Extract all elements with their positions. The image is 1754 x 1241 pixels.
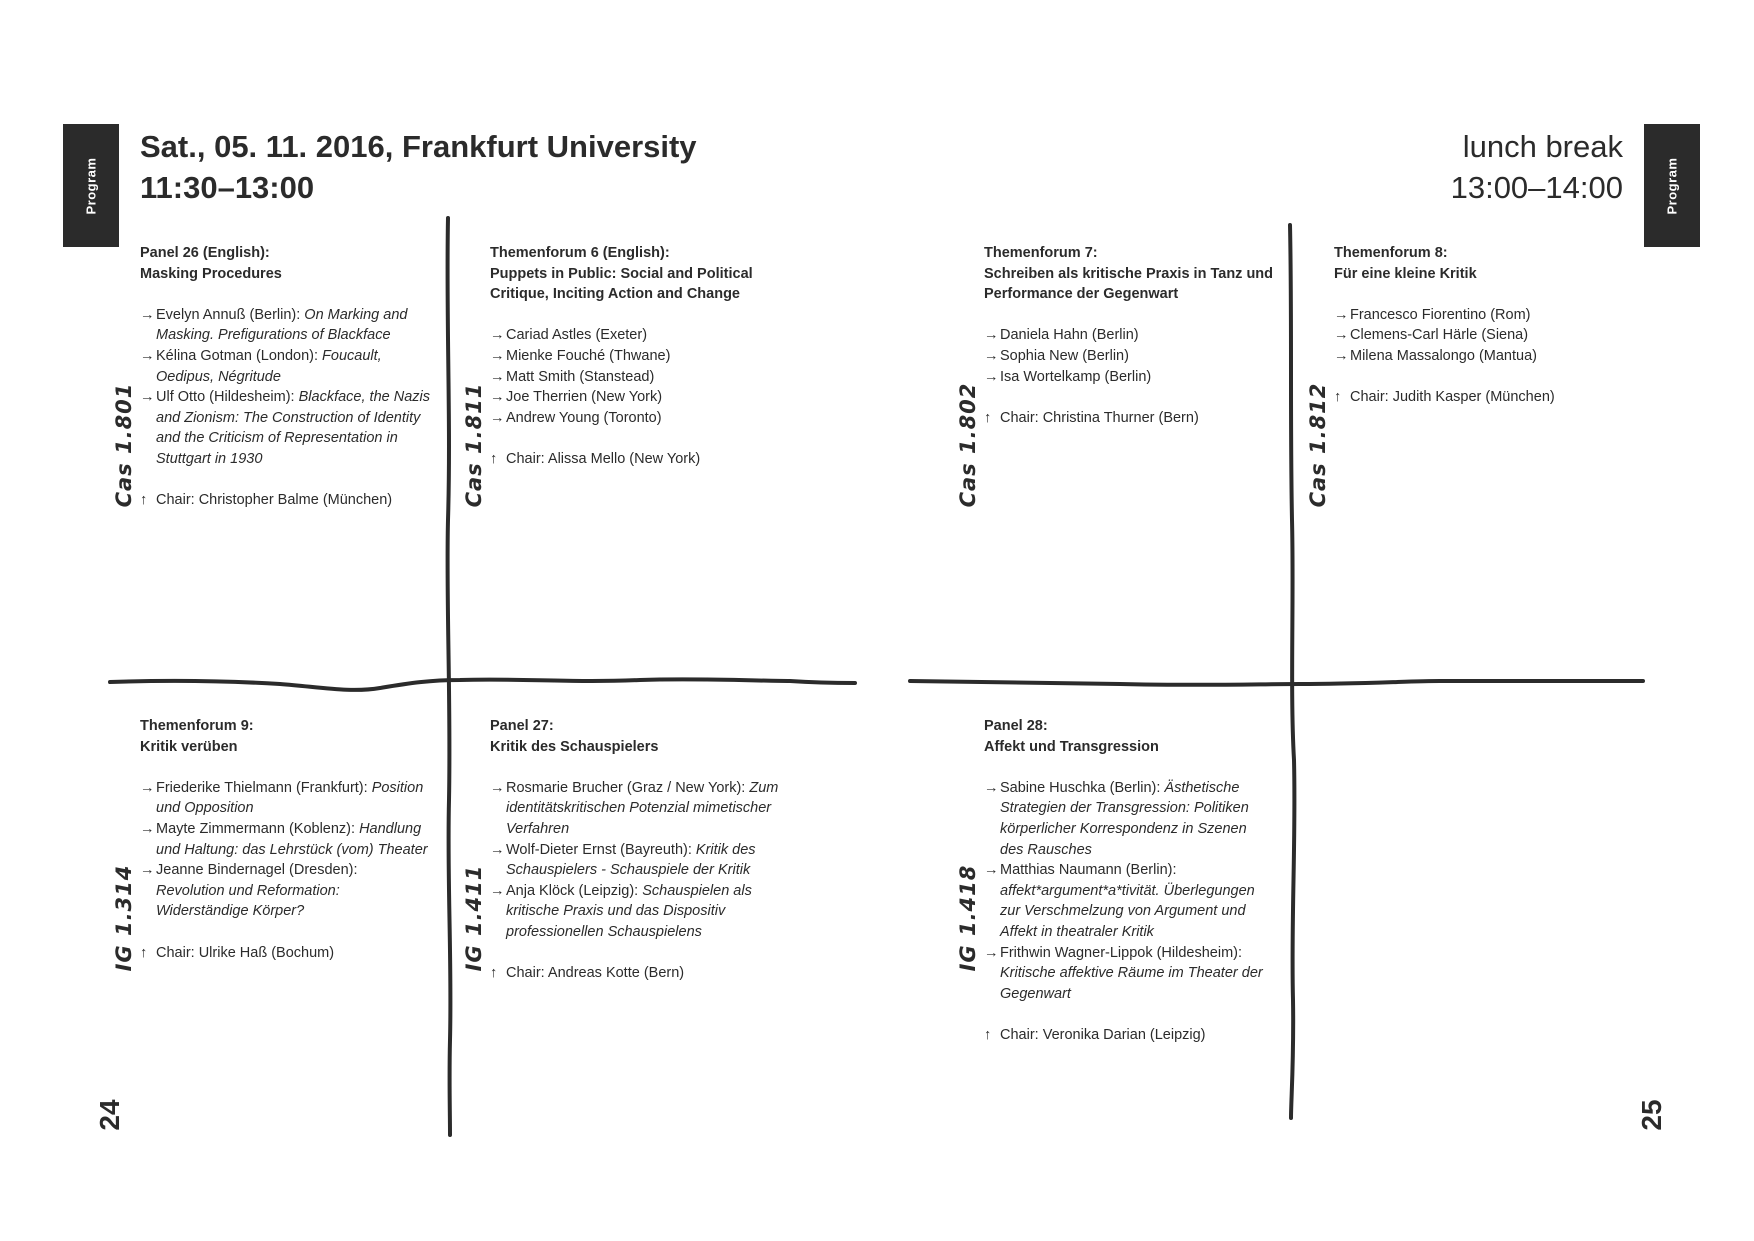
session-block — [140, 243, 430, 511]
presenter-text — [506, 367, 780, 388]
presenter-item — [490, 881, 780, 943]
presenter-name: Ulf Otto (Hildesheim): — [156, 389, 299, 406]
arrow-right-icon: → — [984, 327, 999, 344]
room-label: IG 1.418 — [956, 864, 980, 972]
session-block — [984, 243, 1274, 428]
presenter-item — [490, 346, 780, 367]
session-title — [984, 243, 1274, 305]
header-break-title: lunch break — [1462, 129, 1623, 164]
arrow-right-icon: → — [140, 820, 155, 837]
arrow-right-icon: → — [1334, 306, 1349, 323]
session-chair — [984, 1025, 1274, 1046]
presenter-text — [156, 387, 430, 469]
arrow-right-icon: → — [1334, 347, 1349, 364]
presenter-text — [1000, 778, 1274, 860]
presenter-text — [1350, 325, 1624, 346]
session-title-line: Panel 27: — [490, 718, 554, 734]
chair-name: Chair: Veronika Darian (Leipzig) — [1000, 1026, 1206, 1043]
header-break-time: 13:00–14:00 — [1450, 170, 1623, 205]
presentation-title: Blackface, the Nazis and Zionism: The Construction of Identity and the Criticism of Representation in Stuttgart in 1930 — [156, 389, 430, 467]
header-date-location: Sat., 05. 11. 2016, Frankfurt University — [140, 129, 697, 164]
program-tab-label: Program — [1664, 157, 1680, 214]
room-label: IG 1.411 — [462, 864, 486, 972]
presenter-item — [140, 387, 430, 469]
session-chair — [140, 943, 430, 964]
arrow-right-icon: → — [1334, 327, 1349, 344]
arrow-right-icon: → — [490, 779, 505, 796]
presenter-name: Isa Wortelkamp (Berlin) — [1000, 368, 1152, 385]
presenter-item — [490, 367, 780, 388]
presenter-item — [490, 387, 780, 408]
session-block — [984, 716, 1274, 1046]
presenter-item — [140, 305, 430, 346]
presentation-title: Schauspielen als kritische Praxis und das Dispositiv professionellen Schauspielens — [506, 882, 752, 940]
vertical-line-right — [1290, 225, 1294, 1118]
arrow-right-icon: → — [140, 389, 155, 406]
arrow-right-icon: → — [490, 368, 505, 385]
chair-name: Chair: Christopher Balme (München) — [156, 492, 393, 509]
arrow-right-icon: → — [984, 944, 999, 961]
presenter-item — [490, 840, 780, 881]
arrow-right-icon: → — [984, 347, 999, 364]
presentation-title: Position und Opposition — [156, 779, 424, 817]
presenter-item — [984, 778, 1274, 860]
presenter-text — [506, 346, 780, 367]
presenter-item — [1334, 346, 1624, 367]
arrow-right-icon: → — [140, 306, 155, 323]
arrow-right-icon: → — [490, 882, 505, 899]
session-title — [1334, 243, 1624, 284]
presenter-name: Milena Massalongo (Mantua) — [1350, 347, 1537, 364]
presenter-text — [1350, 305, 1624, 326]
presenter-text — [1000, 860, 1274, 942]
session-title-line: Puppets in Public: Social and Political Critique, Inciting Action and Change — [490, 265, 753, 303]
presenter-item — [140, 778, 430, 819]
arrow-right-icon: → — [490, 841, 505, 858]
presenter-name: Matt Smith (Stanstead) — [506, 368, 655, 385]
presenter-item — [140, 860, 430, 922]
chair-name: Chair: Judith Kasper (München) — [1350, 389, 1555, 406]
presentation-title: Kritik des Schauspielers - Schauspiele der Kritik — [506, 841, 756, 879]
arrow-up-icon: ↑ — [984, 409, 992, 426]
page-number-right: 25 — [1636, 1099, 1667, 1131]
presentation-title: On Marking and Masking. Prefigurations of Blackface — [156, 306, 408, 344]
session-title — [490, 716, 780, 757]
presenter-text — [1000, 325, 1274, 346]
presenter-text — [1000, 943, 1274, 1005]
chair-name: Chair: Alissa Mello (New York) — [506, 450, 701, 467]
presenter-name: Anja Klöck (Leipzig): — [506, 882, 643, 899]
presenter-item — [140, 819, 430, 860]
session-title — [140, 243, 430, 284]
session-title — [490, 243, 780, 305]
presenter-name: Mayte Zimmermann (Koblenz): — [156, 820, 360, 837]
presenter-name: Clemens-Carl Härle (Siena) — [1350, 327, 1529, 344]
presenter-text — [1000, 367, 1274, 388]
session-block — [140, 716, 430, 963]
arrow-up-icon: ↑ — [490, 450, 498, 467]
chair-name: Chair: Christina Thurner (Bern) — [1000, 409, 1199, 426]
presenter-name: Mienke Fouché (Thwane) — [506, 347, 671, 364]
room-label: Cas 1.811 — [462, 382, 486, 508]
presenter-text — [1000, 346, 1274, 367]
presenter-item — [490, 325, 780, 346]
presenter-item — [984, 943, 1274, 1005]
presenter-name: Cariad Astles (Exeter) — [506, 327, 648, 344]
header-time: 11:30–13:00 — [140, 170, 315, 205]
presenter-text — [156, 346, 430, 387]
horizontal-line-right — [910, 681, 1643, 685]
program-tab-label: Program — [83, 157, 99, 214]
session-chair — [490, 963, 780, 984]
presenter-name: Rosmarie Brucher (Graz / New York): — [506, 779, 750, 796]
presenter-item — [984, 346, 1274, 367]
arrow-right-icon: → — [490, 347, 505, 364]
session-title-line: Panel 26 (English): — [140, 245, 270, 261]
presenter-name: Jeanne Bindernagel (Dresden): — [156, 862, 358, 879]
session-title-line: Themenforum 9: — [140, 718, 254, 734]
arrow-right-icon: → — [490, 409, 505, 426]
session-title — [984, 716, 1274, 757]
room-label: Cas 1.812 — [1306, 382, 1330, 508]
chair-name: Chair: Ulrike Haß (Bochum) — [156, 944, 335, 961]
room-label: Cas 1.801 — [112, 382, 136, 508]
presenter-item — [984, 325, 1274, 346]
arrow-right-icon: → — [984, 368, 999, 385]
presenter-text — [1350, 346, 1624, 367]
arrow-up-icon: ↑ — [140, 944, 148, 961]
arrow-up-icon: ↑ — [140, 492, 148, 509]
page-number-left: 24 — [94, 1099, 125, 1131]
presenter-item — [140, 346, 430, 387]
arrow-right-icon: → — [984, 779, 999, 796]
presentation-title: Zum identitätskritischen Potenzial mimetischer Verfahren — [506, 779, 779, 837]
presenter-name: Wolf-Dieter Ernst (Bayreuth): — [506, 841, 696, 858]
session-chair — [1334, 387, 1624, 408]
session-title-line: Kritik verüben — [140, 738, 238, 755]
presenter-text — [506, 387, 780, 408]
chair-name: Chair: Andreas Kotte (Bern) — [506, 965, 685, 982]
room-label: IG 1.314 — [112, 864, 136, 972]
presentation-title: Handlung und Haltung: das Lehrstück (vom) Theater — [156, 820, 428, 858]
presenter-name: Kélina Gotman (London): — [156, 347, 323, 364]
session-title-line: Masking Procedures — [140, 265, 282, 282]
arrow-up-icon: ↑ — [1334, 389, 1342, 406]
session-title-line: Für eine kleine Kritik — [1334, 265, 1477, 282]
arrow-right-icon: → — [490, 327, 505, 344]
arrow-up-icon: ↑ — [490, 965, 498, 982]
session-title — [140, 716, 430, 757]
horizontal-line-left — [110, 679, 855, 690]
presenter-text — [156, 819, 430, 860]
session-chair — [490, 449, 780, 470]
session-block — [490, 716, 780, 984]
session-title-line: Themenforum 7: — [984, 245, 1098, 261]
session-block — [1334, 243, 1624, 408]
presenter-name: Evelyn Annuß (Berlin): — [156, 306, 305, 323]
arrow-right-icon: → — [140, 779, 155, 796]
presenter-name: Matthias Naumann (Berlin): — [1000, 862, 1177, 879]
arrow-right-icon: → — [984, 862, 999, 879]
presenter-text — [156, 860, 430, 922]
session-chair — [140, 490, 430, 511]
presenter-text — [506, 325, 780, 346]
presenter-item — [984, 367, 1274, 388]
session-title-line: Themenforum 8: — [1334, 245, 1448, 261]
presenter-name: Frithwin Wagner-Lippok (Hildesheim): — [1000, 944, 1243, 961]
presenter-item — [1334, 305, 1624, 326]
presenter-text — [156, 778, 430, 819]
presenter-item — [490, 408, 780, 429]
presentation-title: affekt*argument*a*tivität. Überlegungen zur Verschmelzung von Argument und Affekt in theatraler Kritik — [1000, 882, 1255, 940]
presentation-title: Revolution und Reformation: Widerständige Körper? — [156, 882, 340, 920]
arrow-right-icon: → — [140, 347, 155, 364]
session-title-line: Themenforum 6 (English): — [490, 245, 670, 261]
presenter-name: Joe Therrien (New York) — [506, 389, 663, 406]
presenter-name: Sabine Huschka (Berlin): — [1000, 779, 1165, 796]
presenter-name: Francesco Fiorentino (Rom) — [1350, 306, 1531, 323]
presenter-text — [506, 881, 780, 943]
session-chair — [984, 408, 1274, 429]
presenter-text — [156, 305, 430, 346]
arrow-right-icon: → — [140, 862, 155, 879]
presenter-name: Sophia New (Berlin) — [1000, 347, 1129, 364]
presenter-name: Andrew Young (Toronto) — [506, 409, 662, 426]
vertical-line-left — [448, 218, 451, 1135]
session-title-line: Kritik des Schauspielers — [490, 738, 659, 755]
arrow-up-icon: ↑ — [984, 1026, 992, 1043]
session-title-line: Affekt und Transgression — [984, 738, 1159, 755]
presenter-text — [506, 778, 780, 840]
presenter-item — [1334, 325, 1624, 346]
presentation-title: Kritische affektive Räume im Theater der Gegenwart — [1000, 965, 1263, 1002]
session-title-line: Panel 28: — [984, 718, 1048, 734]
presenter-item — [490, 778, 780, 840]
presenter-text — [506, 840, 780, 881]
presenter-name: Daniela Hahn (Berlin) — [1000, 327, 1139, 344]
session-title-line: Schreiben als kritische Praxis in Tanz und Performance der Gegenwart — [984, 265, 1274, 303]
presenter-item — [984, 860, 1274, 942]
presenter-name: Friederike Thielmann (Frankfurt): — [156, 779, 372, 796]
room-label: Cas 1.802 — [956, 382, 980, 508]
presenter-text — [506, 408, 780, 429]
presentation-title: Foucault, Oedipus, Négritude — [156, 347, 382, 385]
session-block — [490, 243, 780, 470]
presentation-title: Ästhetische Strategien der Transgression: Politiken körperlicher Korrespondenz in Szenen des Rausches — [1000, 779, 1249, 858]
arrow-right-icon: → — [490, 389, 505, 406]
